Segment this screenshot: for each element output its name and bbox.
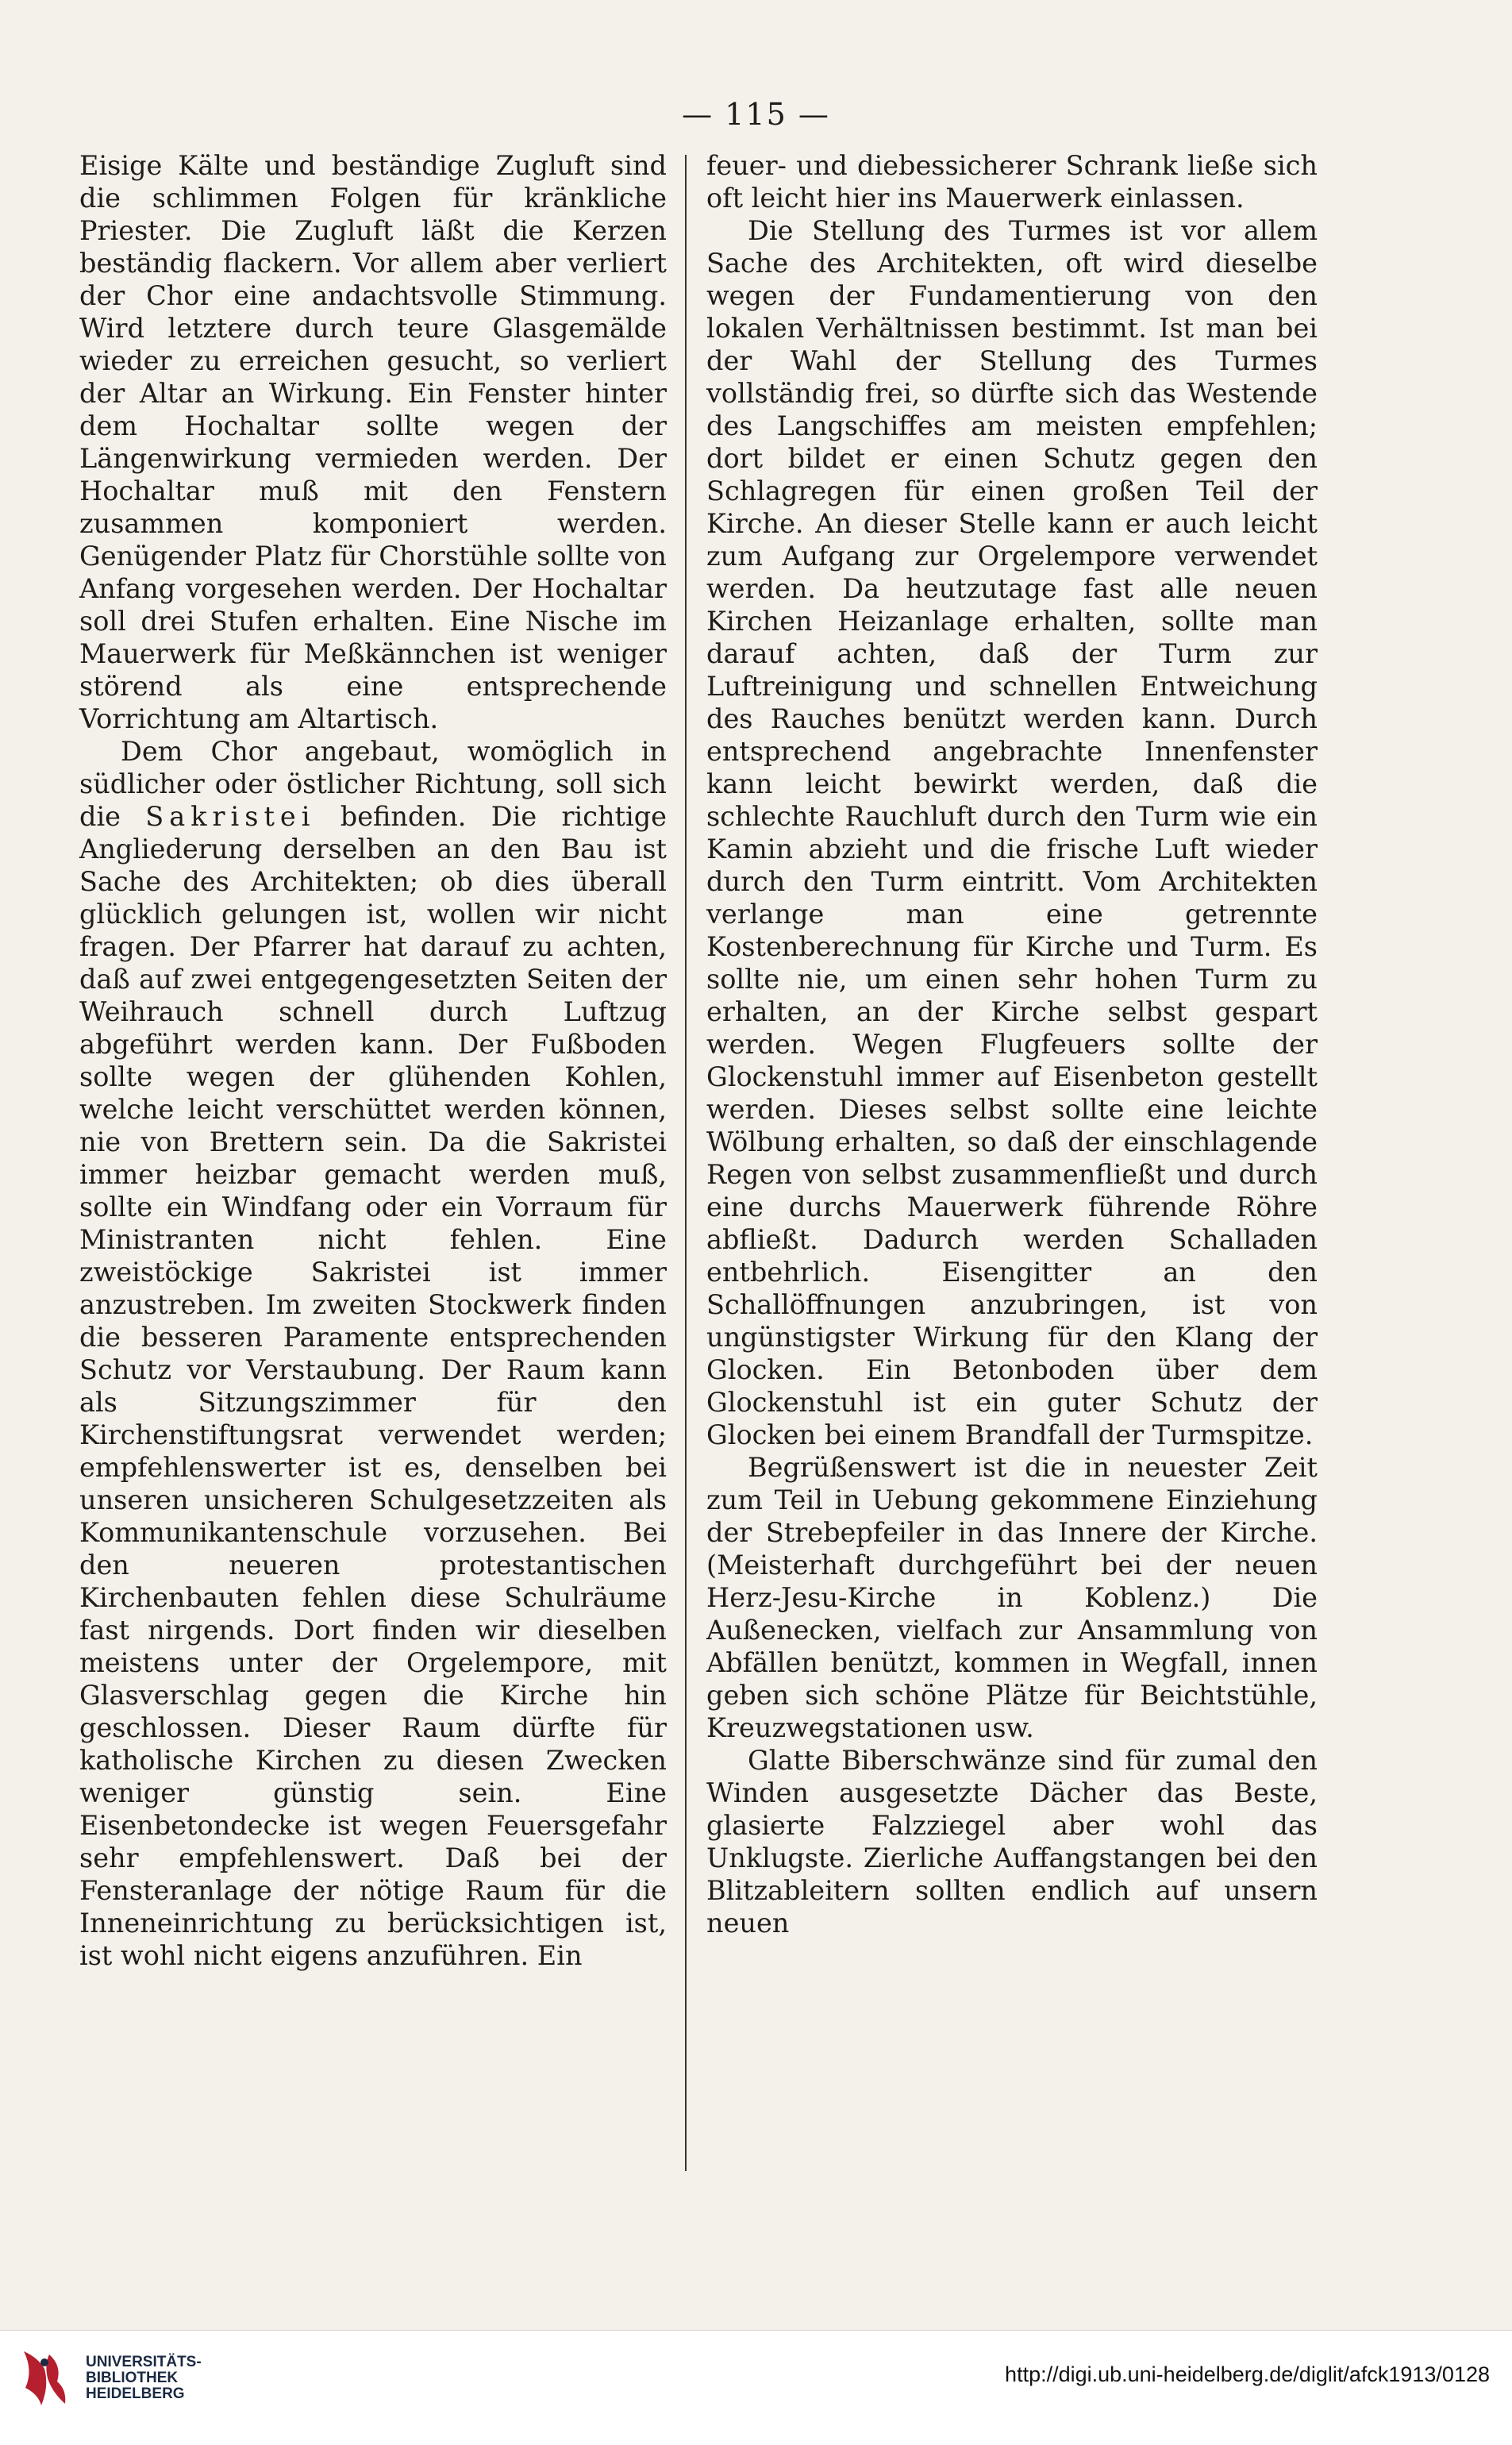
paragraph: Glatte Biberschwänze sind für zumal den Winden ausgesetzte Dächer das Beste, glasierte Falzziegel aber wohl das Unklugste. Zierliche Auffangstangen bei den Blitzableitern sollten endlich auf unsern neuen xyxy=(706,1745,1318,1939)
university-logo-icon xyxy=(17,2347,73,2408)
library-name-line: HEIDELBERG xyxy=(86,2385,185,2402)
paragraph: Die Stellung des Turmes ist vor allem Sache des Architekten, oft wird dieselbe wegen der Fundamentierung von den lokalen Verhältnissen bestimmt. Ist man bei der Wahl der Stellung des Turmes vollständig frei, so dürfte sich das Westende des Langschiffes am meisten empfehlen; dort bildet er einen Schutz gegen den Schlagregen für einen großen Teil der Kirche. An dieser Stelle kann er auch leicht zum Aufgang zur Orgelempore verwendet werden. Da heutzutage fast alle neuen Kirchen Heizanlage erhalten, sollte man darauf achten, daß der Turm zur Luftreinigung und schnellen Entweichung des Rauches benützt werden kann. Durch entsprechend angebrachte Innenfenster kann leicht bewirkt werden, daß die schlechte Rauchluft durch den Turm wie ein Kamin abzieht und die frische Luft wieder durch den Turm eintritt. Vom Architekten verlange man eine getrennte Kostenberechnung für Kirche und Turm. Es sollte nie, um einen sehr hohen Turm zu erhalten, an der Kirche selbst gespart werden. Wegen Flugfeuers sollte der Glockenstuhl immer auf Eisenbeton gestellt werden. Dieses selbst sollte eine leichte Wölbung erhalten, so daß der einschlagende Regen von selbst zusammenfließt und durch eine durchs Mauerwerk führende Röhre abfließt. Dadurch werden Schalladen entbehrlich. Eisengitter an den Schallöffnungen anzubringen, ist von ungünstigster Wirkung für den Klang der Glocken. Ein Betonboden über dem Glockenstuhl ist ein guter Schutz der Glocken bei einem Brandfall der Turmspitze. xyxy=(706,215,1318,1450)
library-name-line: UNIVERSITÄTS- xyxy=(86,2354,202,2370)
library-name xyxy=(86,2355,202,2402)
footer-bar xyxy=(0,2330,1512,2445)
source-link[interactable]: http://digi.ub.uni-heidelberg.de/diglit/afck1913/0128 xyxy=(1005,2362,1490,2386)
library-name-line: BIBLIOTHEK xyxy=(86,2370,179,2386)
paragraph-sakristei xyxy=(79,735,667,1972)
emphasized-term: Sakristei xyxy=(145,801,316,832)
text-run: Dem Chor angebaut, womöglich in südlicher oder östlicher Richtung, soll sich die xyxy=(79,736,667,832)
paragraph: feuer- und diebessicherer Schrank ließe sich oft leicht hier ins Mauerwerk einlassen. xyxy=(706,150,1318,214)
right-column xyxy=(706,149,1318,1939)
column-divider xyxy=(685,155,687,2171)
page-number: — 115 — xyxy=(682,97,830,132)
paragraph: Begrüßenswert ist die in neuester Zeit zum Teil in Uebung gekommene Einziehung der Strebepfeiler in das Innere der Kirche. (Meisterhaft durchgeführt bei der neuen Herz-Jesu-Kirche in Koblenz.) Die Außenecken, vielfach zur Ansammlung von Abfällen benützt, kommen in Wegfall, innen geben sich schöne Plätze für Beichtstühle, Kreuzwegstationen usw. xyxy=(706,1452,1318,1743)
left-column xyxy=(79,149,667,1972)
text-run: befinden. Die richtige Angliederung derselben an den Bau ist Sache des Architekten; ob dies überall glücklich gelungen ist, wollen wir nicht fragen. Der Pfarrer hat darauf zu achten, daß auf zwei entgegengesetzten Seiten der Weihrauch schnell durch Luftzug abgeführt werden kann. Der Fußboden sollte wegen der glühenden Kohlen, welche leicht verschüttet werden können, nie von Brettern sein. Da die Sakristei immer heizbar gemacht werden muß, sollte ein Windfang oder ein Vorraum für Ministranten nicht fehlen. Eine zweistöckige Sakristei ist immer anzustreben. Im zweiten Stockwerk finden die besseren Paramente entsprechenden Schutz vor Verstaubung. Der Raum kann als Sitzungszimmer für den Kirchenstiftungsrat verwendet werden; empfehlenswerter ist es, denselben bei unseren unsicheren Schulgesetzzeiten als Kommunikantenschule vorzusehen. Bei den neueren protestantischen Kirchenbauten fehlen diese Schulräume fast nirgends. Dort finden wir dieselben meistens unter der Orgelempore, mit Glasverschlag gegen die Kirche hin geschlossen. Dieser Raum dürfte für katholische Kirchen zu diesen Zwecken weniger günstig sein. Eine Eisenbetondecke ist wegen Feuersgefahr sehr empfehlenswert. Daß bei der Fensteranlage der nötige Raum für die Inneneinrichtung zu berücksichtigen ist, ist wohl nicht eigens anzuführen. Ein xyxy=(79,801,667,1971)
paragraph: Eisige Kälte und beständige Zugluft sind die schlimmen Folgen für kränkliche Priester. Die Zugluft läßt die Kerzen beständig flackern. Vor allem aber verliert der Chor eine andachtsvolle Stimmung. Wird letztere durch teure Glasgemälde wieder zu erreichen gesucht, so verliert der Altar an Wirkung. Ein Fenster hinter dem Hochaltar sollte wegen der Längenwirkung vermieden werden. Der Hochaltar muß mit den Fenstern zusammen komponiert werden. Genügender Platz für Chorstühle sollte von Anfang vorgesehen werden. Der Hochaltar soll drei Stufen erhalten. Eine Nische im Mauerwerk für Meßkännchen ist weniger störend als eine entsprechende Vorrichtung am Altartisch. xyxy=(79,150,667,734)
